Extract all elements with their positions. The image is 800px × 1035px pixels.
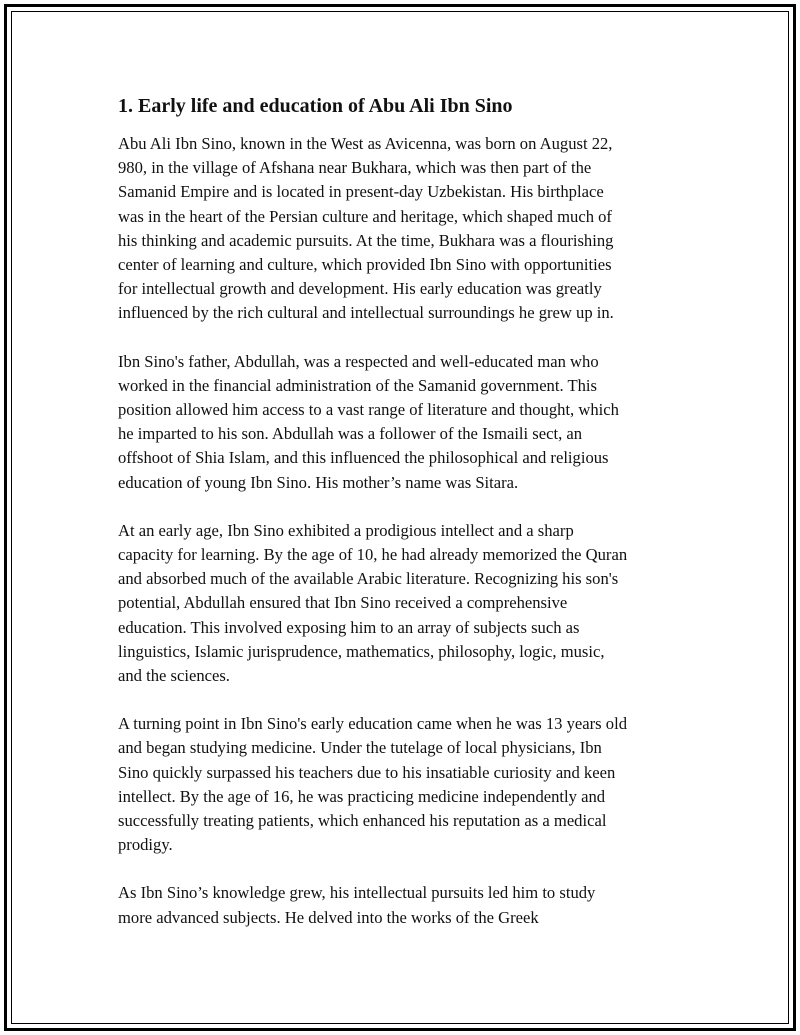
text-line: intellect. By the age of 16, he was practicing medicine independently and <box>118 786 606 806</box>
text-line: successfully treating patients, which enhanced his reputation as a medical <box>118 811 607 831</box>
text-line: worked in the financial administration of the Samanid government. This <box>118 375 597 395</box>
text-line: education of young Ibn Sino. His mother’s name was Sitara. <box>118 472 519 492</box>
text-line: potential, Abdullah ensured that Ibn Sino received a comprehensive <box>118 593 568 613</box>
document-body <box>118 94 688 954</box>
text-line: and the sciences. <box>118 666 230 686</box>
text-line: At an early age, Ibn Sino exhibited a prodigious intellect and a sharp <box>118 520 574 540</box>
paragraph-advanced-studies <box>118 881 688 929</box>
text-line: education. This involved exposing him to an array of subjects such as <box>118 617 580 637</box>
text-line: A turning point in Ibn Sino's early education came when he was 13 years old <box>118 714 627 734</box>
text-line: prodigy. <box>118 835 173 855</box>
section-heading: 1. Early life and education of Abu Ali Ibn Sino <box>118 95 513 117</box>
text-line: was in the heart of the Persian culture and heritage, which shaped much of <box>118 206 612 226</box>
paragraph-early-intellect <box>118 519 688 688</box>
paragraph-birth <box>118 132 688 326</box>
text-line: he imparted to his son. Abdullah was a follower of the Ismaili sect, an <box>118 424 583 444</box>
text-line: and absorbed much of the available Arabic literature. Recognizing his son's <box>118 569 619 589</box>
text-line: 980, in the village of Afshana near Bukhara, which was then part of the <box>118 158 592 178</box>
text-line: linguistics, Islamic jurisprudence, mathematics, philosophy, logic, music, <box>118 641 605 661</box>
text-line: position allowed him access to a vast range of literature and thought, which <box>118 400 619 420</box>
text-line: Samanid Empire and is located in present-day Uzbekistan. His birthplace <box>118 182 604 202</box>
text-line: capacity for learning. By the age of 10, he had already memorized the Quran <box>118 545 628 565</box>
text-line: offshoot of Shia Islam, and this influenced the philosophical and religious <box>118 448 609 468</box>
text-line: for intellectual growth and development. His early education was greatly <box>118 279 602 299</box>
paragraph-father <box>118 350 688 495</box>
text-line: center of learning and culture, which provided Ibn Sino with opportunities <box>118 255 612 275</box>
text-line: more advanced subjects. He delved into the works of the Greek <box>118 907 539 927</box>
text-line: Abu Ali Ibn Sino, known in the West as Avicenna, was born on August 22, <box>118 134 613 153</box>
text-line: Ibn Sino's father, Abdullah, was a respected and well-educated man who <box>118 351 599 371</box>
text-line: Sino quickly surpassed his teachers due to his insatiable curiosity and keen <box>118 762 616 782</box>
text-line: As Ibn Sino’s knowledge grew, his intellectual pursuits led him to study <box>118 883 596 903</box>
text-line: influenced by the rich cultural and intellectual surroundings he grew up in. <box>118 303 614 323</box>
paragraph-medicine <box>118 712 688 857</box>
text-line: his thinking and academic pursuits. At the time, Bukhara was a flourishing <box>118 230 614 250</box>
text-line: and began studying medicine. Under the tutelage of local physicians, Ibn <box>118 738 602 758</box>
